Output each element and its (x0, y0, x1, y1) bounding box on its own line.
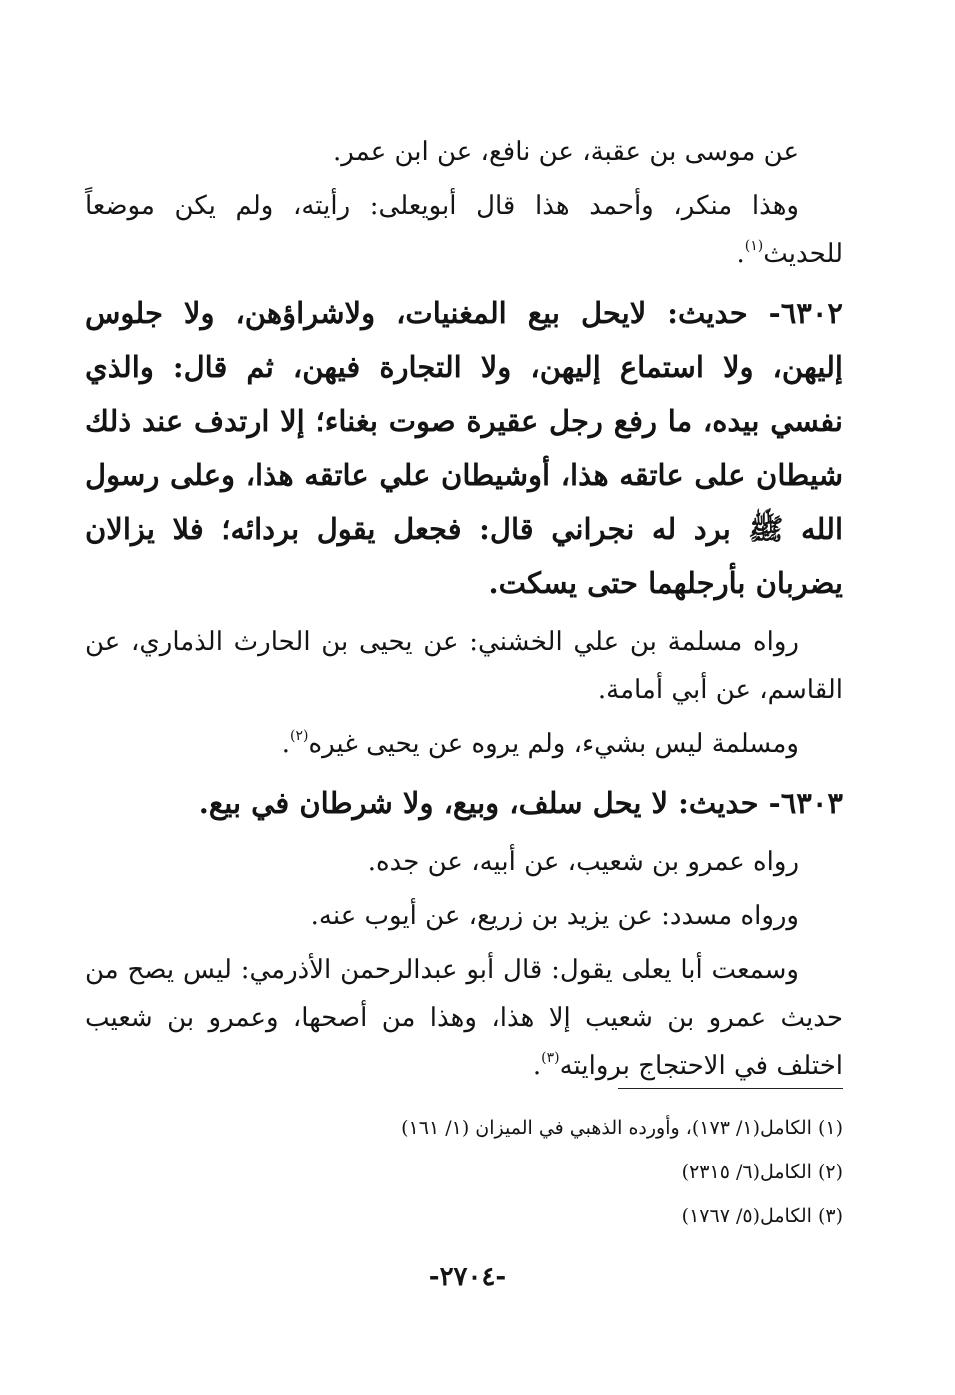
paragraph-narration-amr (85, 838, 843, 886)
paragraph-text: وهذا منكر، وأحمد هذا قال أبويعلى: رأيته، ولم يكن موضعاً للحديث (85, 191, 843, 269)
footnotes (300, 1106, 843, 1238)
footnote-divider (618, 1088, 843, 1089)
paragraph-text: وسمعت أبا يعلى يقول: قال أبو عبدالرحمن الأذرمي: ليس يصح من حديث عمرو بن شعيب إلا هذا، وهذا من أصحها، وعمرو بن شعيب اختلف في الاحتجاج بروايته (85, 955, 843, 1081)
paragraph-text: ومسلمة ليس بشيء، ولم يروه عن يحيى غيره (308, 729, 799, 759)
paragraph-text: رواه مسلمة بن علي الخشني: عن يحيى بن الحارث الذماري، عن القاسم، عن أبي أمامة. (85, 627, 843, 705)
page-number: -٢٧٠٤- (428, 1262, 507, 1292)
paragraph-text: عن موسى بن عقبة، عن نافع، عن ابن عمر. (333, 137, 799, 167)
paragraph-narration-musaddad (85, 892, 843, 940)
footnote-3: (٣) الكامل(٥/ ١٧٦٧) (681, 1205, 843, 1227)
paragraph-adhrami-note (85, 946, 843, 1090)
paragraph-end: . (532, 1051, 542, 1081)
hadith-text: ٦٣٠٣- حديث: لا يحل سلف، وبيع، ولا شرطان في بيع. (198, 786, 843, 820)
paragraph-text: ورواه مسدد: عن يزيد بن زريع، عن أيوب عنه. (310, 901, 799, 931)
hadith-6303 (85, 776, 843, 830)
paragraph-narration-maslama (85, 618, 843, 714)
paragraph-munkar-note (85, 182, 843, 278)
paragraph-end: . (736, 239, 745, 269)
footnote-ref-3: (٣) (541, 1050, 560, 1066)
paragraph-end: . (281, 729, 290, 759)
paragraph-chain-ibn-umar (85, 128, 843, 176)
footnote-1: (١) الكامل(١/ ١٧٣)، وأورده الذهبي في الميزان (١/ ١٦١) (401, 1117, 843, 1139)
footnote-ref-1: (١) (744, 238, 764, 254)
paragraph-text: رواه عمرو بن شعيب، عن أبيه، عن جده. (367, 847, 799, 877)
footnote-2: (٢) الكامل(٦/ ٢٣١٥) (681, 1161, 843, 1183)
footnote-ref-2: (٢) (289, 728, 309, 744)
page-body (85, 128, 843, 1096)
hadith-text: ٦٣٠٢- حديث: لايحل بيع المغنيات، ولاشراؤهن، ولا جلوس إليهن، ولا استماع إليهن، ولا التجارة فيهن، ثم قال: والذي نفسي بيده، ما رفع رجل عقيرة صوت بغناء؛ إلا ارتدف عند ذلك شيطان على عاتقه هذا، أوشيطان علي عاتقه هذا، وعلى رسول الله ﷺ برد له نجراني قال: فجعل يقول بردائه؛ فلا يزالان يضربان بأرجلهما حتى يسكت. (85, 296, 843, 600)
hadith-6302 (85, 286, 843, 610)
paragraph-maslama-note (85, 720, 843, 768)
